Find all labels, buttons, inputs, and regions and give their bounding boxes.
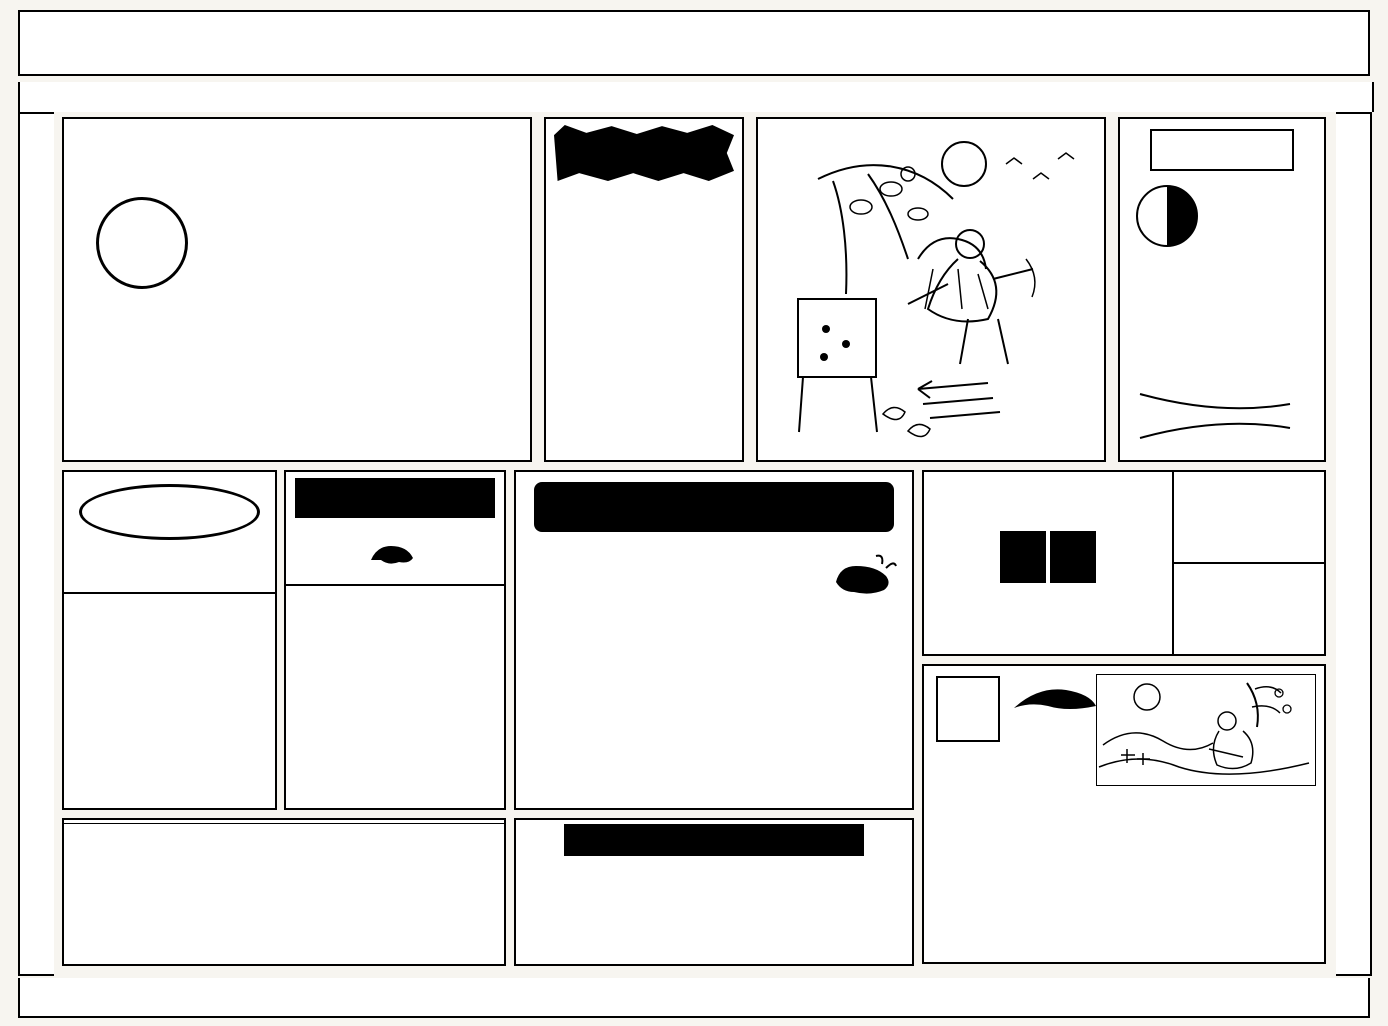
brush-stroke-icon [1010,680,1100,720]
jie-hua-title [936,676,1000,742]
baxian-panel [514,818,914,966]
jie-hua-illustration [1096,674,1316,786]
jie-hua-panel [922,664,1326,964]
mark-six-strip-right [1336,112,1372,976]
zodiac-animal-icon [365,540,425,566]
illustration-panel [756,117,1106,462]
masthead-issue [958,28,1258,58]
special-code-title [79,484,260,540]
xun-ma-title [1150,129,1294,171]
special-code-footer [64,592,275,602]
lucky-numbers-panel [544,117,744,462]
poem-panel [284,470,506,810]
logo-panel [62,117,532,462]
content-area [52,112,1336,972]
mark-six-strip-left [18,112,54,976]
poem-banner [295,478,495,518]
masthead [18,10,1370,76]
stats-tag-special [1050,531,1096,583]
lucky-banner [554,125,734,181]
poem-footer [286,584,504,594]
special-code-panel [62,470,277,810]
ling-ma-banner [534,482,894,532]
illustration-drawing [758,119,1104,460]
stats-panel [922,470,1326,656]
ox-icon [828,552,898,598]
ling-ma-panel [514,470,914,810]
bow-icon [1134,388,1294,448]
xun-ma-panel [1118,117,1326,462]
seal-stamp-icon [96,197,188,289]
baxian-banner [564,824,864,856]
results-panel [62,818,506,966]
mark-six-strip-top [18,82,1374,112]
target-icon [1132,181,1202,251]
stats-tag-total [1000,531,1046,583]
footer-notice [18,978,1370,1018]
results-title [64,820,504,824]
